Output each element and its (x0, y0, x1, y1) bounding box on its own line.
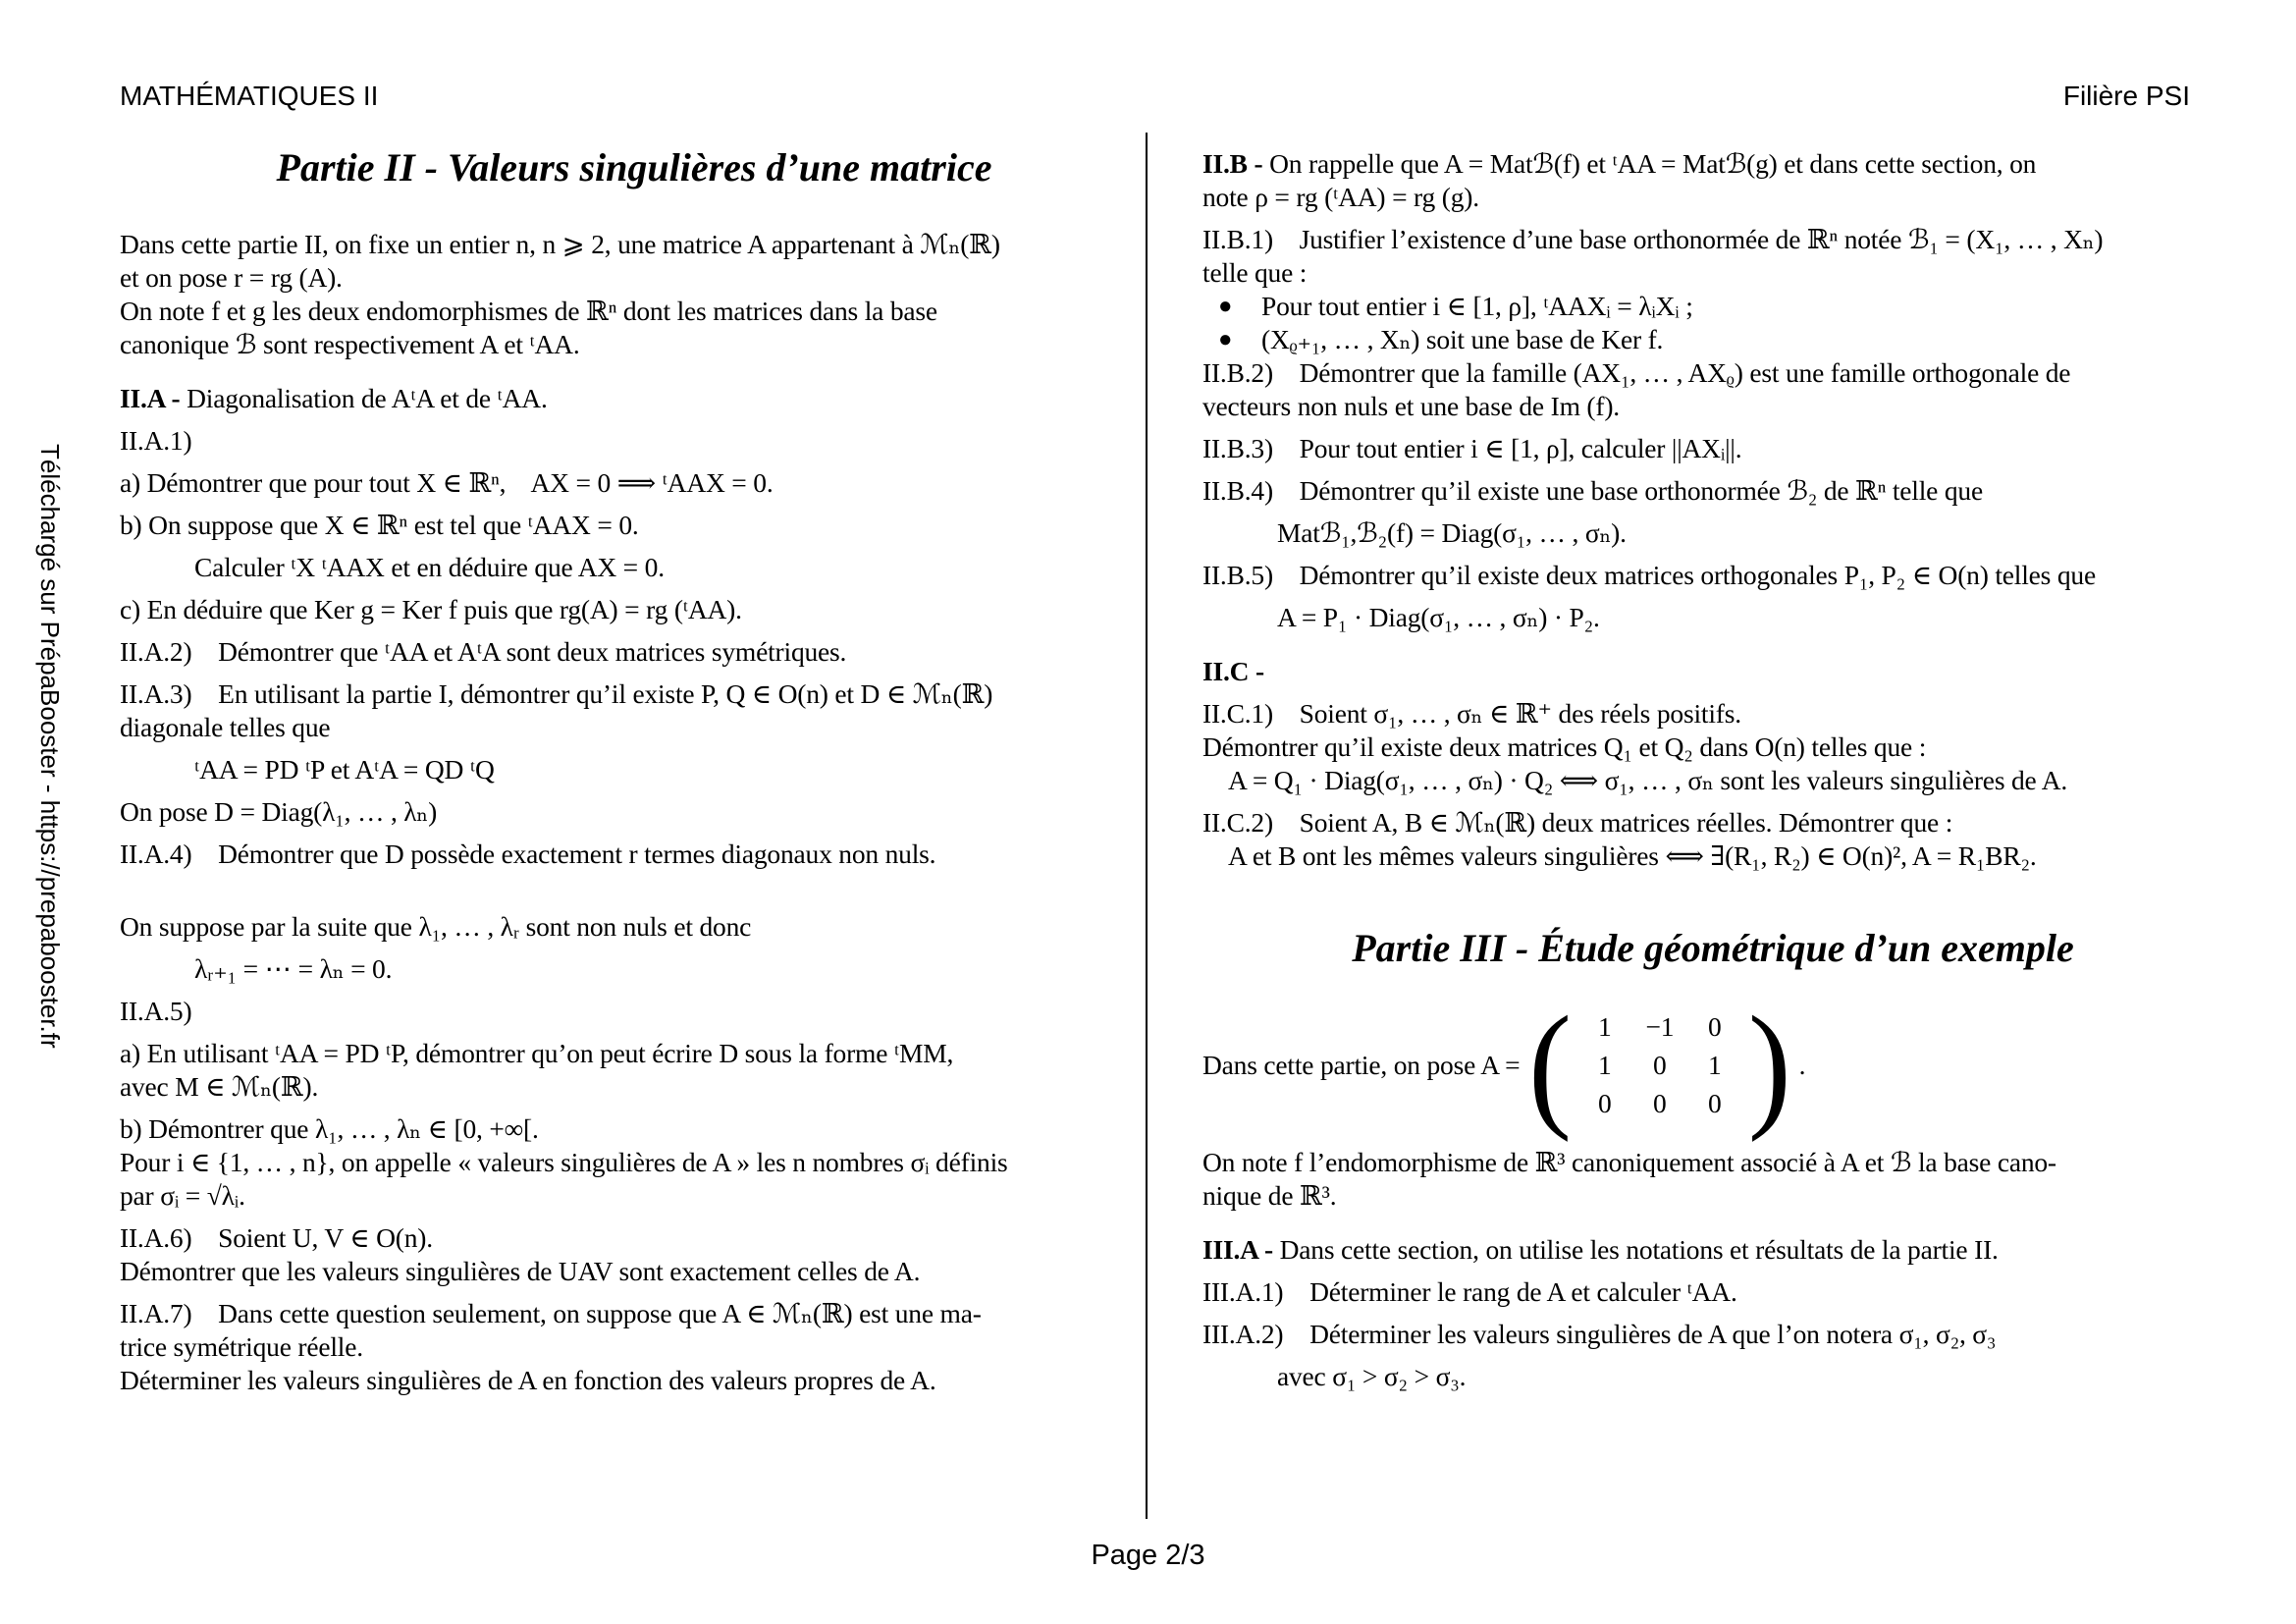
equation-iib4: Matℬ₁,ℬ₂(f) = Diag(σ₁, … , σₙ). (1277, 517, 1627, 548)
question-iia1: II.A.1) (120, 425, 192, 456)
matrix-cell: 1 (1598, 1011, 1612, 1042)
matrix-period: . (1798, 1050, 1806, 1080)
text-line: note ρ = rg (ᵗAA) = rg (g). (1202, 182, 1479, 212)
header-course-title: MATHÉMATIQUES II (120, 81, 379, 111)
question-iia5b (120, 1112, 1148, 1213)
section-iiia-heading: III.A - Dans cette section, on utilise les notations et résultats de la partie II. (1202, 1234, 1999, 1265)
matrix-cell: 0 (1653, 1050, 1667, 1080)
header-track-label: Filière PSI (2062, 81, 2190, 111)
text-line: Déterminer les valeurs singulières de A en fonction des valeurs propres de A. (120, 1365, 936, 1395)
matrix-cell: 1 (1708, 1050, 1722, 1080)
question-iic2: II.C.2) Soient A, B ∈ ℳₙ(ℝ) deux matrices réelles. Démontrer que : (1202, 807, 1953, 838)
matrix-grid (1577, 1010, 1742, 1120)
right-column (1202, 147, 2223, 1393)
pose-d-line: On pose D = Diag(λ₁, … , λₙ) (120, 796, 438, 827)
question-iia2: II.A.2) Démontrer que ᵗAA et AᵗA sont deux matrices symétriques. (120, 636, 847, 667)
suite-line: On suppose par la suite que λ₁, … , λᵣ sont non nuls et donc (120, 911, 752, 942)
bullet-item: ● (Xᵨ₊₁, … , Xₙ) soit une base de Ker f. (1202, 323, 2223, 356)
intro-paragraph (120, 228, 1148, 361)
text-line: Démontrer que les valeurs singulières de UAV sont exactement celles de A. (120, 1256, 921, 1286)
text-line: II.C.1) Soient σ₁, … , σₙ ∈ ℝ⁺ des réels positifs. (1202, 698, 1741, 729)
text-line: par σᵢ = √λᵢ. (120, 1180, 245, 1211)
question-iia7 (120, 1297, 1148, 1397)
equation-iic1: A = Q₁ · Diag(σ₁, … , σₙ) · Q₂ ⟺ σ₁, … , σₙ sont les valeurs singulières de A. (1228, 765, 2068, 795)
section-label: III.A - (1202, 1234, 1273, 1265)
section-iib-heading (1202, 147, 2223, 214)
equation-suite: λᵣ₊₁ = ⋯ = λₙ = 0. (194, 953, 393, 984)
question-iic1 (1202, 697, 2223, 764)
page-number: Page 2/3 (1091, 1540, 1205, 1571)
question-iiia1: III.A.1) Déterminer le rang de A et calculer ᵗAA. (1202, 1276, 1737, 1307)
text-line: avec M ∈ ℳₙ(ℝ). (120, 1071, 319, 1102)
question-iib4: II.B.4) Démontrer qu’il existe une base orthonormée ℬ₂ de ℝⁿ telle que (1202, 475, 1983, 506)
equation-iia3: ᵗAA = PD ᵗP et AᵗA = QD ᵗQ (194, 754, 495, 785)
matrix-definition (1202, 987, 2223, 1143)
matrix-cell: 1 (1598, 1050, 1612, 1080)
text-line: telle que : (1202, 257, 1308, 288)
bullet-item: ● Pour tout entier i ∈ [1, ρ], ᵗAAXᵢ = λᵢXᵢ ; (1202, 290, 2223, 323)
text-line: a) En utilisant ᵗAA = PD ᵗP, démontrer qu’on peut écrire D sous la forme ᵗMM, (120, 1038, 954, 1068)
text-line: nique de ℝ³. (1202, 1180, 1337, 1211)
question-iia5a (120, 1037, 1148, 1104)
question-iib2 (1202, 356, 2223, 423)
text-line: On note f et g les deux endomorphismes de ℝⁿ dont les matrices dans la base (120, 296, 937, 326)
text-line: II.A.7) Dans cette question seulement, on suppose que A ∈ ℳₙ(ℝ) est une ma- (120, 1298, 982, 1328)
matrix-cell: 0 (1708, 1011, 1722, 1042)
question-iiia2: III.A.2) Déterminer les valeurs singulières de A que l’on notera σ₁, σ₂, σ₃ (1202, 1319, 1997, 1349)
question-iia3 (120, 677, 1148, 744)
matrix-cell: 0 (1708, 1088, 1722, 1118)
question-iia1c: c) En déduire que Ker g = Ker f puis que rg(A) = rg (ᵗAA). (120, 594, 742, 624)
question-iia4: II.A.4) Démontrer que D possède exactement r termes diagonaux non nuls. (120, 839, 936, 869)
question-iib3: II.B.3) Pour tout entier i ∈ [1, ρ], calculer ||AXᵢ||. (1202, 433, 1742, 463)
part3-title: Partie III - Étude géométrique d’un exemple (1352, 926, 2074, 970)
text-line: b) Démontrer que λ₁, … , λₙ ∈ [0, +∞[. (120, 1113, 539, 1144)
matrix-intro-text: Dans cette partie, on pose A = (1202, 1050, 1527, 1080)
section-label: II.B - (1202, 148, 1263, 179)
question-iia1a: a) Démontrer que pour tout X ∈ ℝⁿ, AX = 0 ⟹ ᵗAAX = 0. (120, 467, 774, 498)
text-line: On note f l’endomorphisme de ℝ³ canoniquement associé à A et ℬ la base cano- (1202, 1147, 2056, 1177)
text-line: Démontrer qu’il existe deux matrices Q₁ et Q₂ dans O(n) telles que : (1202, 731, 1927, 762)
bullet-icon: ● (1218, 294, 1233, 319)
matrix-cell: 0 (1598, 1088, 1612, 1118)
matrix-cell: 0 (1653, 1088, 1667, 1118)
left-paren: ( (1528, 987, 1572, 1143)
text-line: II.B - On rappelle que A = Matℬ(f) et ᵗAA = Matℬ(g) et dans cette section, on (1202, 148, 2037, 179)
right-paren: ) (1747, 987, 1791, 1143)
question-iiia2-cond: avec σ₁ > σ₂ > σ₃. (1277, 1361, 1467, 1391)
text-line: et on pose r = rg (A). (120, 262, 343, 293)
question-iia1b-calc: Calculer ᵗX ᵗAAX et en déduire que AX = 0. (194, 552, 665, 582)
text-line: Pour i ∈ {1, … , n}, on appelle « valeurs singulières de A » les n nombres σᵢ définis (120, 1147, 1008, 1177)
text-line: II.A.6) Soient U, V ∈ O(n). (120, 1222, 433, 1253)
text-line: diagonale telles que (120, 712, 331, 742)
bullet-icon: ● (1218, 327, 1233, 352)
text-line: trice symétrique réelle. (120, 1331, 363, 1362)
question-iib5: II.B.5) Démontrer qu’il existe deux matrices orthogonales P₁, P₂ ∈ O(n) telles que (1202, 560, 2096, 590)
note-endomorphism (1202, 1146, 2223, 1213)
section-iic-heading: II.C - (1202, 656, 1264, 686)
text-line: II.B.2) Démontrer que la famille (AX₁, … , AXᵨ) est une famille orthogonale de (1202, 357, 2071, 388)
section-label: II.A - (120, 383, 181, 413)
question-iia6 (120, 1221, 1148, 1288)
question-iib1 (1202, 223, 2223, 290)
section-iia-heading: II.A - Diagonalisation de AᵗA et de ᵗAA. (120, 383, 548, 413)
question-iia1b: b) On suppose que X ∈ ℝⁿ est tel que ᵗAAX = 0. (120, 510, 639, 540)
text-line: II.B.1) Justifier l’existence d’une base orthonormée de ℝⁿ notée ℬ₁ = (X₁, … , Xₙ) (1202, 224, 2104, 254)
text-line: vecteurs non nuls et une base de Im (f). (1202, 391, 1620, 421)
text-line: II.A.3) En utilisant la partie I, démontrer qu’il existe P, Q ∈ O(n) et D ∈ ℳₙ(ℝ) (120, 678, 993, 709)
part2-title: Partie II - Valeurs singulières d’une matrice (276, 145, 992, 189)
matrix-cell: −1 (1645, 1011, 1675, 1042)
text-line: canonique ℬ sont respectivement A et ᵗAA. (120, 329, 580, 359)
equation-iib5: A = P₁ · Diag(σ₁, … , σₙ) · P₂. (1277, 602, 1600, 632)
text-line: Dans cette partie II, on fixe un entier n, n ⩾ 2, une matrice A appartenant à ℳₙ(ℝ) (120, 229, 1000, 259)
question-iia5: II.A.5) (120, 996, 192, 1026)
watermark-vertical-text: Téléchargé sur PrépaBooster - https://prepabooster.fr (35, 444, 65, 1049)
equation-iic2: A et B ont les mêmes valeurs singulières ⟺ ∃(R₁, R₂) ∈ O(n)², A = R₁BR₂. (1228, 840, 2037, 871)
left-column (120, 137, 1148, 1397)
